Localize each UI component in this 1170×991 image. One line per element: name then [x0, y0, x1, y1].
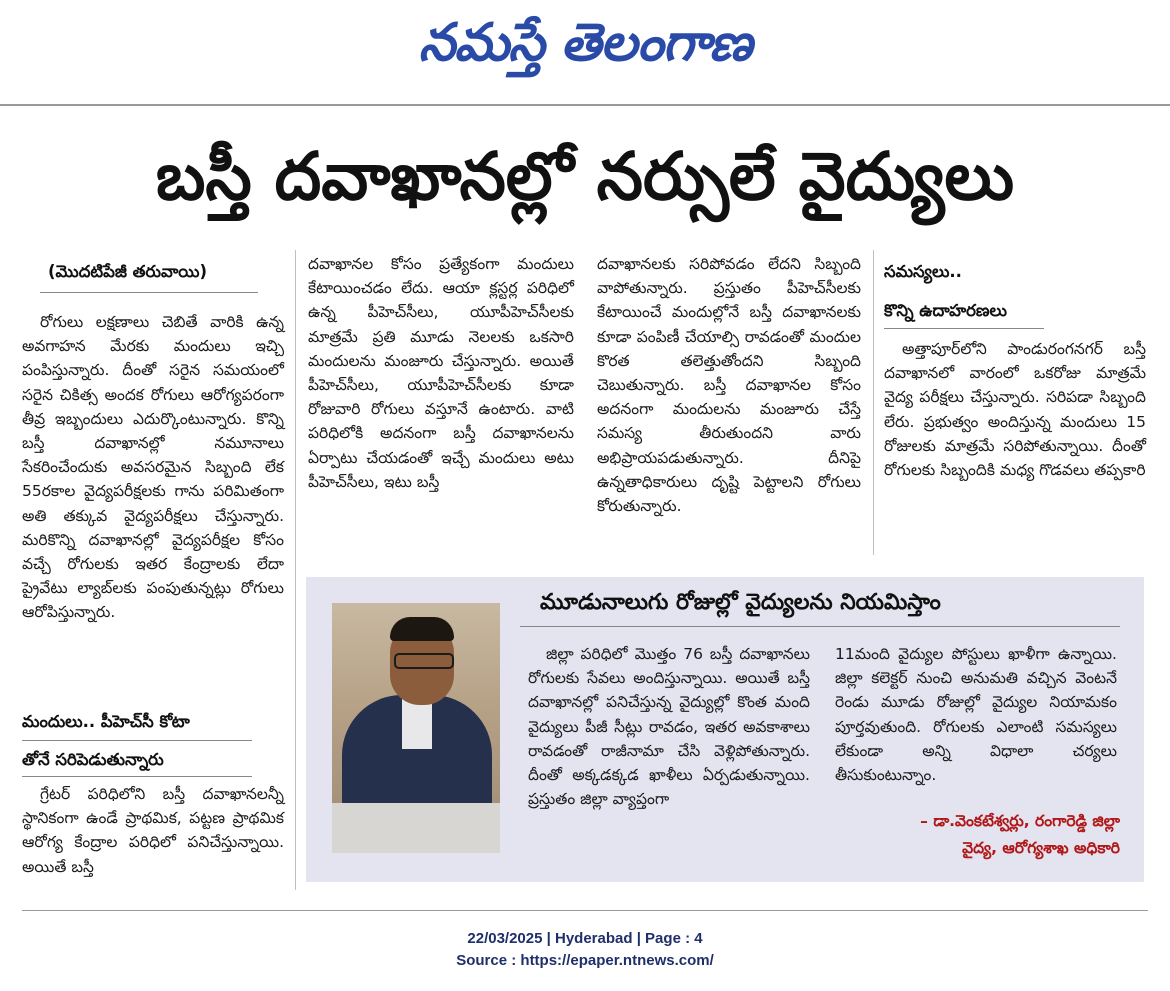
footer-source: Source : https://epaper.ntnews.com/ [456, 952, 714, 969]
subhead-problems-line-2: కొన్ని ఉదాహరణలు [884, 301, 1007, 320]
subhead-rule [884, 328, 1044, 329]
quote-box-column-2 [835, 642, 1117, 787]
continued-label: (మొదటిపేజీ తరువాయి) [48, 262, 208, 281]
quote-box-title: మూడునాలుగు రోజుల్లో వైద్యులను నియమిస్తాం [540, 590, 941, 615]
column-1b-text: గ్రేటర్ పరిధిలోని బస్తీ దవాఖానలన్నీ స్థానికంగా ఉండే ప్రాథమిక, పట్టణ ప్రాథమిక ఆరోగ్య కేంద్రాల పరిధిలో పనిచేస్తున్నాయి. అయితే బస్తీ [22, 785, 284, 876]
column-2-text: దవాఖానల కోసం ప్రత్యేకంగా మందులు కేటాయించడం లేదు. ఆయా క్లస్టర్ల పరిధిలో ఉన్న పీహెచ్‌సీలు, యూపీహెచ్‌సీలకు మాత్రమే ప్రతి మూడు నెలలకు ఒకసారి మందులను మంజూరు చేస్తున్నారు. అయితే పీహెచ్‌సీలు, యూపీహెచ్‌సీలకు కూడా రోజువారి రోగులు వస్తూనే ఉంటారు. వాటి పరిధిలోకి అదనంగా బస్తీ దవాఖానలను ఏర్పాటు చేయడంతో ఇచ్చే మందులు అటు పీహెచ్‌సీలు, ఇటు బస్తీ [308, 255, 574, 491]
photo-shirt-shape [402, 699, 432, 749]
official-signature [860, 808, 1120, 862]
article-column-3 [597, 252, 861, 518]
photo-hair-shape [390, 617, 454, 641]
masthead [0, 0, 1170, 100]
signature-line-2: వైద్య, ఆరోగ్యశాఖ అధికారి [962, 839, 1120, 857]
column-3-text: దవాఖానలకు సరిపోవడం లేదని సిబ్బంది వాపోతున్నారు. ప్రస్తుతం పీహెచ్‌సీలకు కేటాయించే మందుల్లోనే బస్తీ దవాఖానలకు కూడా పంపిణీ చేయాల్సి రావడంతో మందుల కొరత తలెత్తుతోందని సిబ్బంది చెబుతున్నారు. బస్తీ దవాఖానల కోసం అదనంగా మందులను మంజూరు చేస్తే సమస్య తీరుతుందని వారు అభిప్రాయపడుతున్నారు. దీనిపై ఉన్నతాధికారులు దృష్టి పెట్టాలని రోగులు కోరుతున్నారు. [597, 255, 861, 516]
quote-box-column-1-text: జిల్లా పరిధిలో మొత్తం 76 బస్తీ దవాఖానలు రోగులకు సేవలు అందిస్తున్నాయి. అయితే బస్తీ దవాఖానల్లో పనిచేస్తున్న వైద్యుల్లో కొంత మంది వైద్యులు పీజీ సీట్లు రావడం, ఇతర అవకాశాలు రావడంతో రాజీనామా చేసి వెళ్లిపోతున్నారు. దీంతో అక్కడక్కడ ఖాళీలు ఏర్పడుతున్నాయి. ప్రస్తుతం జిల్లా వ్యాప్తంగా [528, 645, 810, 809]
article-column-2 [308, 252, 574, 494]
subhead-problems-line-1: సమస్యలు.. [884, 262, 962, 281]
article-headline: బస్తీ దవాఖానల్లో నర్సులే వైద్యులు [155, 138, 1015, 215]
footer-divider [22, 910, 1148, 911]
column-divider [873, 250, 874, 555]
quote-box-title-rule [520, 626, 1120, 627]
subhead-medicines-line-1: మందులు.. పీహెచ్‌సీ కోటా [22, 712, 190, 731]
subhead-medicines-line-2: తోనే సరిపెడుతున్నారు [22, 750, 164, 769]
signature-line-1: – డా.వెంకటేశ్వర్లు, రంగారెడ్డి జిల్లా [920, 812, 1120, 830]
masthead-divider [0, 104, 1170, 106]
article-column-1 [22, 310, 284, 625]
footer-date-edition: 22/03/2025 | Hyderabad | Page : 4 [467, 930, 703, 947]
column-1-text: రోగులు లక్షణాలు చెబితే వారికి ఉన్న అవగాహన మేరకు మందులు ఇచ్చి పంపిస్తున్నారు. దీంతో సరైన సమయంలో సరైన చికిత్స అందక రోగులు ఆరోగ్యపరంగా తీవ్ర ఇబ్బందులు ఎదుర్కొంటున్నారు. కొన్ని బస్తీ దవాఖానల్లో నమూనాలు సేకరించేందుకు అవసరమైన సిబ్బంది లేక 55రకాల వైద్యపరీక్షలకు గాను పరిమితంగా అతి తక్కువ వైద్యపరీక్షలు చేస్తున్నారు. మరికొన్ని దవాఖానల్లో వైద్యపరీక్షల కోసం వచ్చే రోగులకు ఇతర కేంద్రాలకు లేదా ప్రైవేటు ల్యాబ్‌లకు పంపుతున్నట్లు రోగులు ఆరోపిస్తున్నారు. [22, 313, 284, 622]
column-divider [295, 250, 296, 890]
article-column-4 [884, 337, 1146, 482]
column-4-text: అత్తాపూర్‌లోని పాండురంగనగర్ బస్తీ దవాఖానలో వారంలో ఒకరోజు మాత్రమే వైద్య పరీక్షలు చేస్తున్నారు. సరిపడా సిబ్బంది లేరు. ప్రభుత్వం అందిస్తున్న మందులు 15 రోజులకు మాత్రమే సరిపోతున్నాయి. దీంతో రోగులకు సిబ్బందికి మధ్య గొడవలు తప్పకారి [884, 340, 1146, 480]
article-column-1-continued [22, 782, 284, 879]
subhead-rule [22, 740, 252, 741]
subhead-rule [22, 776, 252, 777]
continued-rule [40, 292, 258, 293]
quote-box-column-2-text: 11మంది వైద్యుల పోస్టులు ఖాళీగా ఉన్నాయి. జిల్లా కలెక్టర్ నుంచి అనుమతి వచ్చిన వెంటనే రెండు మూడు రోజుల్లో వైద్యుల నియామకం పూర్తవుతుంది. రోగులకు ఎలాంటి సమస్యలు లేకుండా అన్ని విధాలా చర్యలు తీసుకుంటున్నాం. [835, 645, 1117, 785]
photo-desk-shape [332, 803, 500, 853]
photo-glasses-shape [394, 653, 454, 669]
newspaper-logo: నమస్తే తెలంగాణ [418, 12, 752, 73]
official-photo [332, 603, 500, 853]
quote-box-column-1 [528, 642, 810, 811]
